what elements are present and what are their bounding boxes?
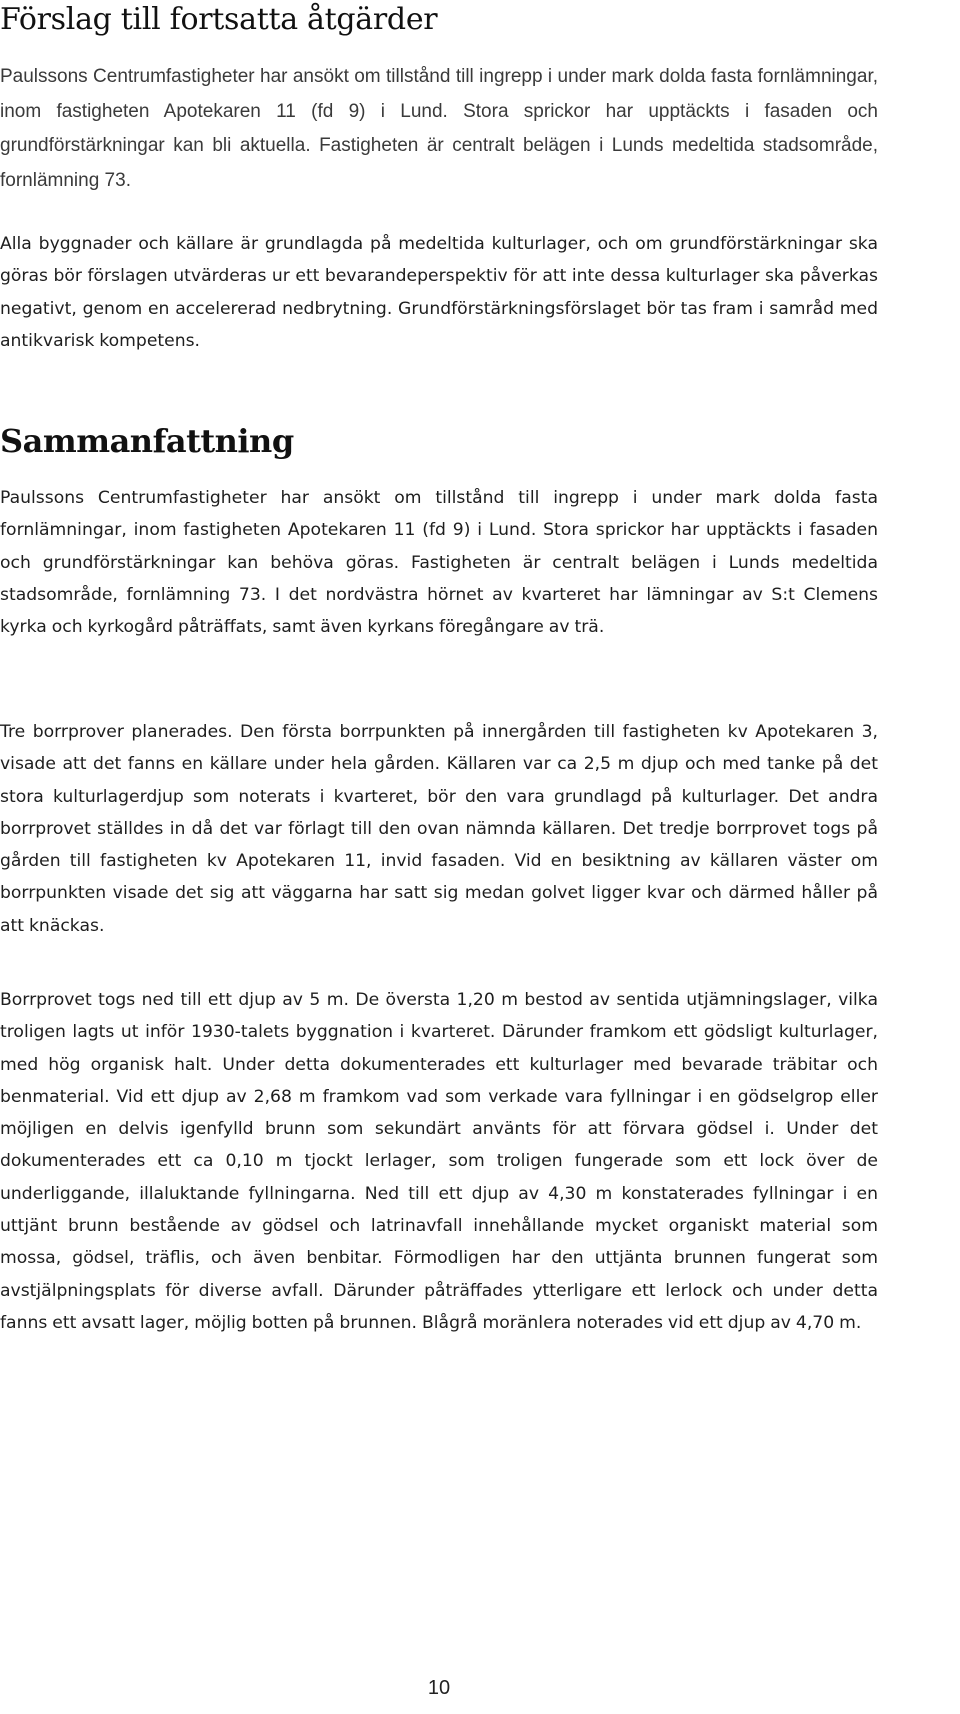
paragraph-text: Alla byggnader och källare är grundlagda på medeltida kulturlager, och om grundförstärkningar ska göras bör förslagen utvärderas ur ett bevarandeperspektiv för att inte dessa kulturlager ska påverkas negativt, genom en accelererad nedbrytning. Grundförstärkningsförslaget bör tas fram i samråd med antikvarisk kompetens. — [0, 234, 878, 351]
paragraph-text: Borrprovet togs ned till ett djup av 5 m. De översta 1,20 m bestod av sentida utjämningslager, vilka troligen lagts ut inför 1930-talets byggnation i kvarteret. Därunder framkom ett gödsligt kulturlager, med hög organisk halt. Under detta dokumenterades ett kulturlager med bevarade träbitar och benmaterial. Vid ett djup av 2,68 m framkom vad som verkade vara fyllningar i en gödselgrop eller möjligen en delvis igenfylld brunn som sekundärt använts för att förvara gödsel i. Under det dokumenterades ett ca 0,10 m tjockt lerlager, som troligen fungerade som ett lock över de underliggande, illaluktande fyllningarna. Ned till ett djup av 4,30 m konstaterades fyllningar i en uttjänt brunn bestående av gödsel och latrinavfall innehållande mycket organiskt material som mossa, gödsel, träflis, och även benbitar. Förmodligen har den uttjänta brunnen fungerat som avstjälpningsplats för diverse avfall. Därunder påträffades ytterligare ett lerlock och under detta fanns ett avsatt lager, möjlig botten på brunnen. Blågrå moränlera noterades vid ett djup av 4,70 m. — [0, 990, 878, 1333]
section-atgarder-paragraph-2 — [0, 228, 878, 357]
section-heading-sammanfattning: Sammanfattning — [0, 422, 294, 460]
section-atgarder-paragraph-1 — [0, 60, 878, 198]
section-sammanfattning-paragraph-1 — [0, 482, 878, 643]
section-sammanfattning-paragraph-2 — [0, 716, 878, 942]
page-number: 10 — [427, 1677, 451, 1699]
paragraph-text: Paulssons Centrumfastigheter har ansökt om tillstånd till ingrepp i under mark dolda fasta fornlämningar, inom fastigheten Apotekaren 11 (fd 9) i Lund. Stora sprickor har upptäckts i fasaden och grundförstärkningar kan bli aktuella. Fastigheten är centralt belägen i Lunds medeltida stadsområde, fornlämning 73. — [0, 66, 878, 191]
section-sammanfattning-paragraph-3 — [0, 984, 878, 1339]
section-heading-atgarder: Förslag till fortsatta åtgärder — [0, 2, 438, 37]
paragraph-text: Tre borrprover planerades. Den första borrpunkten på innergården till fastigheten kv Apotekaren 3, visade att det fanns en källare under hela gården. Källaren var ca 2,5 m djup och med tanke på det stora kulturlagerdjup som noterats i kvarteret, bör den vara grundlagd på kulturlager. Det andra borrprovet ställdes in då det var förlagt till den ovan nämnda källaren. Det tredje borrprovet togs på gården till fastigheten kv Apotekaren 11, invid fasaden. Vid en besiktning av källaren väster om borrpunkten visade det sig att väggarna har satt sig medan golvet ligger kvar och därmed håller på att knäckas. — [0, 722, 878, 936]
paragraph-text: Paulssons Centrumfastigheter har ansökt om tillstånd till ingrepp i under mark dolda fasta fornlämningar, inom fastigheten Apotekaren 11 (fd 9) i Lund. Stora sprickor har upptäckts i fasaden och grundförstärkningar kan behöva göras. Fastigheten är centralt belägen i Lunds medeltida stadsområde, fornlämning 73. I det nordvästra hörnet av kvarteret har lämningar av S:t Clemens kyrka och kyrkogård påträffats, samt även kyrkans föregångare av trä. — [0, 488, 878, 638]
